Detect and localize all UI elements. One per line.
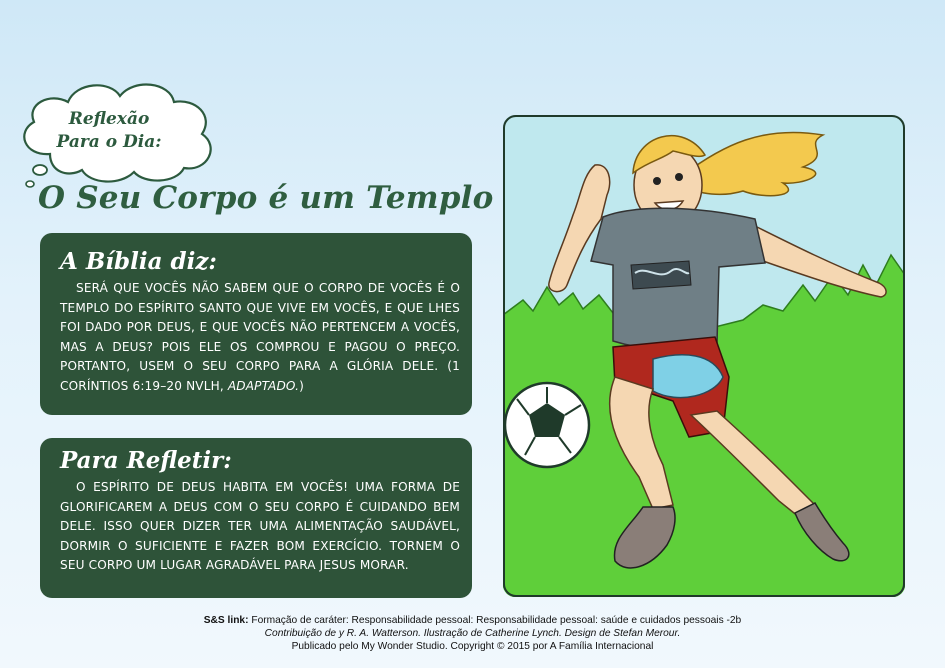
reflect-heading: Para Refletir: (60, 447, 232, 474)
reflect-panel (40, 438, 472, 598)
footer-credits: Contribuição de y R. A. Watterson. Ilustração de Catherine Lynch. Design de Stefan Merour. (264, 628, 681, 639)
reflect-text: O ESPÍRITO DE DEUS HABITA EM VOCÊS! UMA FORMA DE GLORIFICAREM A DEUS COM O SEU CORPO É CUIDANDO BEM DELE. ISSO QUER DIZER TER UMA ALIMENTAÇÃO SAUDÁVEL, DORMIR O SUFICIENTE E FAZER BOM EXERCÍCIO. TORNEM O SEU CORPO UM LUGAR AGRADÁVEL PARA JESUS MORAR. (60, 480, 460, 573)
bible-reference-note: ADAPTADO. (227, 378, 300, 393)
page-title: O Seu Corpo é um Templo (38, 180, 494, 216)
bible-closing: ) (299, 378, 304, 393)
cloud-line-2: Para o Dia: (56, 132, 162, 152)
footer-link-label: S&S link: (203, 615, 249, 626)
footer-publisher: Publicado pelo My Wonder Studio. Copyright © 2015 por A Família Internacional (291, 641, 654, 652)
footer-link-line (0, 614, 945, 627)
footer (0, 614, 945, 653)
bible-text (60, 279, 460, 397)
cloud-line-1: Reflexão (68, 109, 150, 129)
footer-link-text: Formação de caráter: Responsabilidade pessoal: Responsabilidade pessoal: saúde e cuidados pessoais -2b (251, 615, 742, 626)
bible-verse: SERÁ QUE VOCÊS NÃO SABEM QUE O CORPO DE VOCÊS É O TEMPLO DO ESPÍRITO SANTO QUE VIVE EM VOCÊS, E QUE LHES FOI DADO POR DEUS, E QUE VOCÊS NÃO PERTENCEM A VOCÊS, MAS A DEUS? POIS ELE OS COMPROU E PAGOU O PREÇO. PORTANTO, USEM O SEU CORPO PARA A GLÓRIA DELE. (1 CORÍNTIOS 6:19–20 NVLH, (60, 281, 460, 393)
bible-panel (40, 233, 472, 415)
bible-heading: A Bíblia diz: (60, 248, 217, 275)
girl-playing-soccer-illustration (503, 115, 905, 597)
thought-cloud-text (44, 108, 174, 154)
